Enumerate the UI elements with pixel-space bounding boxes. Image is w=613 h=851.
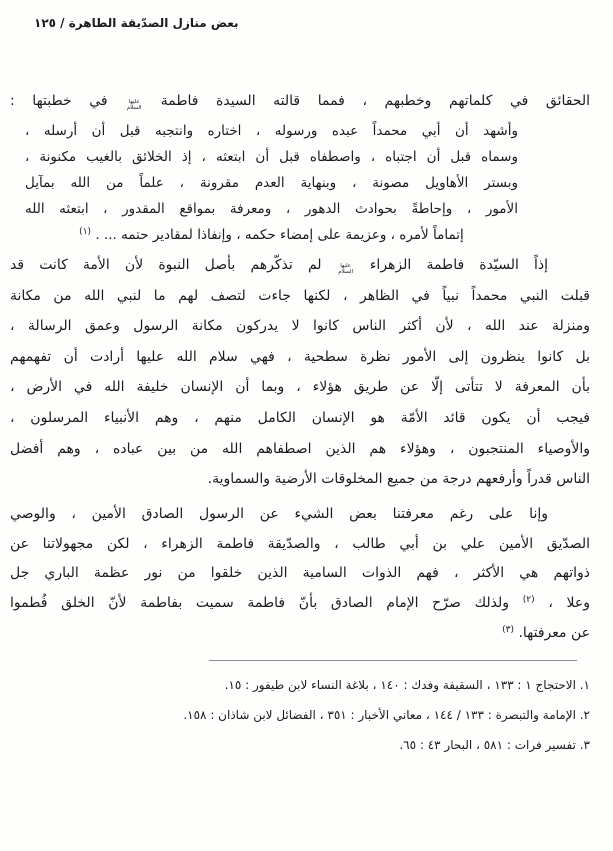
honorific-alayha-salam-icon: عليها السلام	[126, 98, 142, 111]
paragraph-3-last-line	[10, 619, 590, 649]
paragraph-3-text-before: وعلا ،	[548, 595, 590, 612]
footnote-separator	[209, 660, 577, 661]
paragraph-2-line: فيجب أن يكون قائد الأمّة هو الإنسان الكامل منهم ، وهم الأنبياء المرسلون ،	[10, 409, 590, 426]
footnote-ref-2: (٢)	[522, 595, 535, 606]
page-body	[10, 86, 590, 649]
footnote-ref-3: (٣)	[502, 624, 515, 635]
paragraph-3-line-with-ref	[10, 589, 590, 619]
paragraph-2-text-after: لم تذكّرهم بأصل النبوة لأن الأمة كانت قد	[10, 257, 322, 273]
quote-line: وبستر الأهاويل مصونة ، وبنهاية العدم مقرونة ، علماً من الله بمآيل	[25, 175, 518, 191]
quote-line: الأمور ، وإحاطةً بحوادث الدهور ، ومعرفة بمواقع المقدور ، ابتعثه الله	[25, 201, 518, 217]
paragraph-2-line: بل كانوا ينظرون إلى الأمور نظرة سطحية ، فهي سلام الله عليها أرادت أن تفهمهم	[10, 348, 590, 365]
paragraph-2-line: والأوصياء المنتجبون ، وهؤلاء هم الذين اصطفاهم الله من بين عباده ، وهم أفضل	[10, 440, 590, 457]
intro-line	[10, 86, 590, 116]
footnote-ref-1: (١)	[79, 227, 92, 237]
intro-text-before: الحقائق في كلماتهم وخطبهم ، فمما قالته السيدة فاطمة	[160, 93, 590, 109]
footnote-1: ١. الاحتجاج ١ : ١٣٣ ، السقيفة وفدك : ١٤٠ ، بلاغة النساء لابن طيفور : ١٥.	[224, 678, 590, 692]
paragraph-3-line: ذواتهم هي الأكثر ، فهم الذوات السامية الذين خلقوا من نور عظمة الباري جل	[10, 565, 590, 582]
quote-last-line	[25, 222, 518, 248]
quote-line: وأشهد أن أبي محمداً عبده ورسوله ، اختاره وانتجبه قبل أن أرسله ،	[25, 123, 518, 139]
intro-text-after: في خطبتها :	[10, 93, 108, 109]
paragraph-3-line: الصدّيق الأمين علي بن أبي طالب ، والصدّيقة فاطمة الزهراء ، لكن مجهولاتنا عن	[10, 535, 590, 552]
paragraph-3-last-text: عن معرفتها.	[518, 624, 590, 641]
quote-line: وسماه قبل أن اجتباه ، واصطفاه قبل أن ابتعثه ، إذ الخلائق بالغيب مكنونة ،	[25, 149, 518, 165]
khutba-quote-block	[25, 118, 518, 248]
footnote-3: ٣. تفسير فرات : ٥٨١ ، البحار ٤٣ : ٦٥.	[399, 738, 590, 752]
footnote-2: ٢. الإمامة والتبصرة : ١٣٣ / ١٤٤ ، معاني الأخبار : ٣٥١ ، الفضائل لابن شاذان : ١٥٨.	[183, 708, 590, 722]
paragraph-2-last-line: الناس قدراً وأرفعهم درجة من جميع المخلوقات الأرضية والسماوية.	[207, 471, 590, 488]
paragraph-3-text-after: ولذلك صرّح الإمام الصادق بأنّ فاطمة سميت بفاطمة لأنّ الخلق فُطموا	[10, 595, 510, 612]
paragraph-2	[10, 250, 590, 495]
quote-last-text: إتماماً لأمره ، وعزيمة على إمضاء حكمه ، وإنفاذا لمقادير حتمه ... .	[95, 227, 464, 243]
paragraph-2-line: قبلت النبي محمداً نبياً في الظاهر ، لكنها جاءت لتصف لهم ما لنبي الله من مكانة	[10, 287, 590, 304]
footnotes-section	[10, 660, 590, 760]
paragraph-2-line: ومنزلة عند الله ، لأن أكثر الناس كانوا لا يدركون مكانة الرسول وعمق الرسالة ،	[10, 318, 590, 335]
paragraph-2-line: بأن المعرفة لا تتأتى إلّا عن طريق هؤلاء ، وبما أن الإنسان خليفة الله في الأرض ،	[10, 379, 590, 396]
paragraph-2-first-line	[10, 250, 590, 281]
paragraph-3	[10, 500, 590, 649]
honorific-alayha-salam-icon: عليها السلام	[338, 262, 354, 275]
running-header: بعض منازل الصدّيقة الطاهرة / ١٢٥	[34, 16, 239, 30]
paragraph-2-text-before: إذاً السيّدة فاطمة الزهراء	[369, 257, 549, 273]
paragraph-3-line: وإنا على رغم معرفتنا بعض الشيء عن الرسول الصادق الأمين ، والوصي	[10, 505, 548, 522]
